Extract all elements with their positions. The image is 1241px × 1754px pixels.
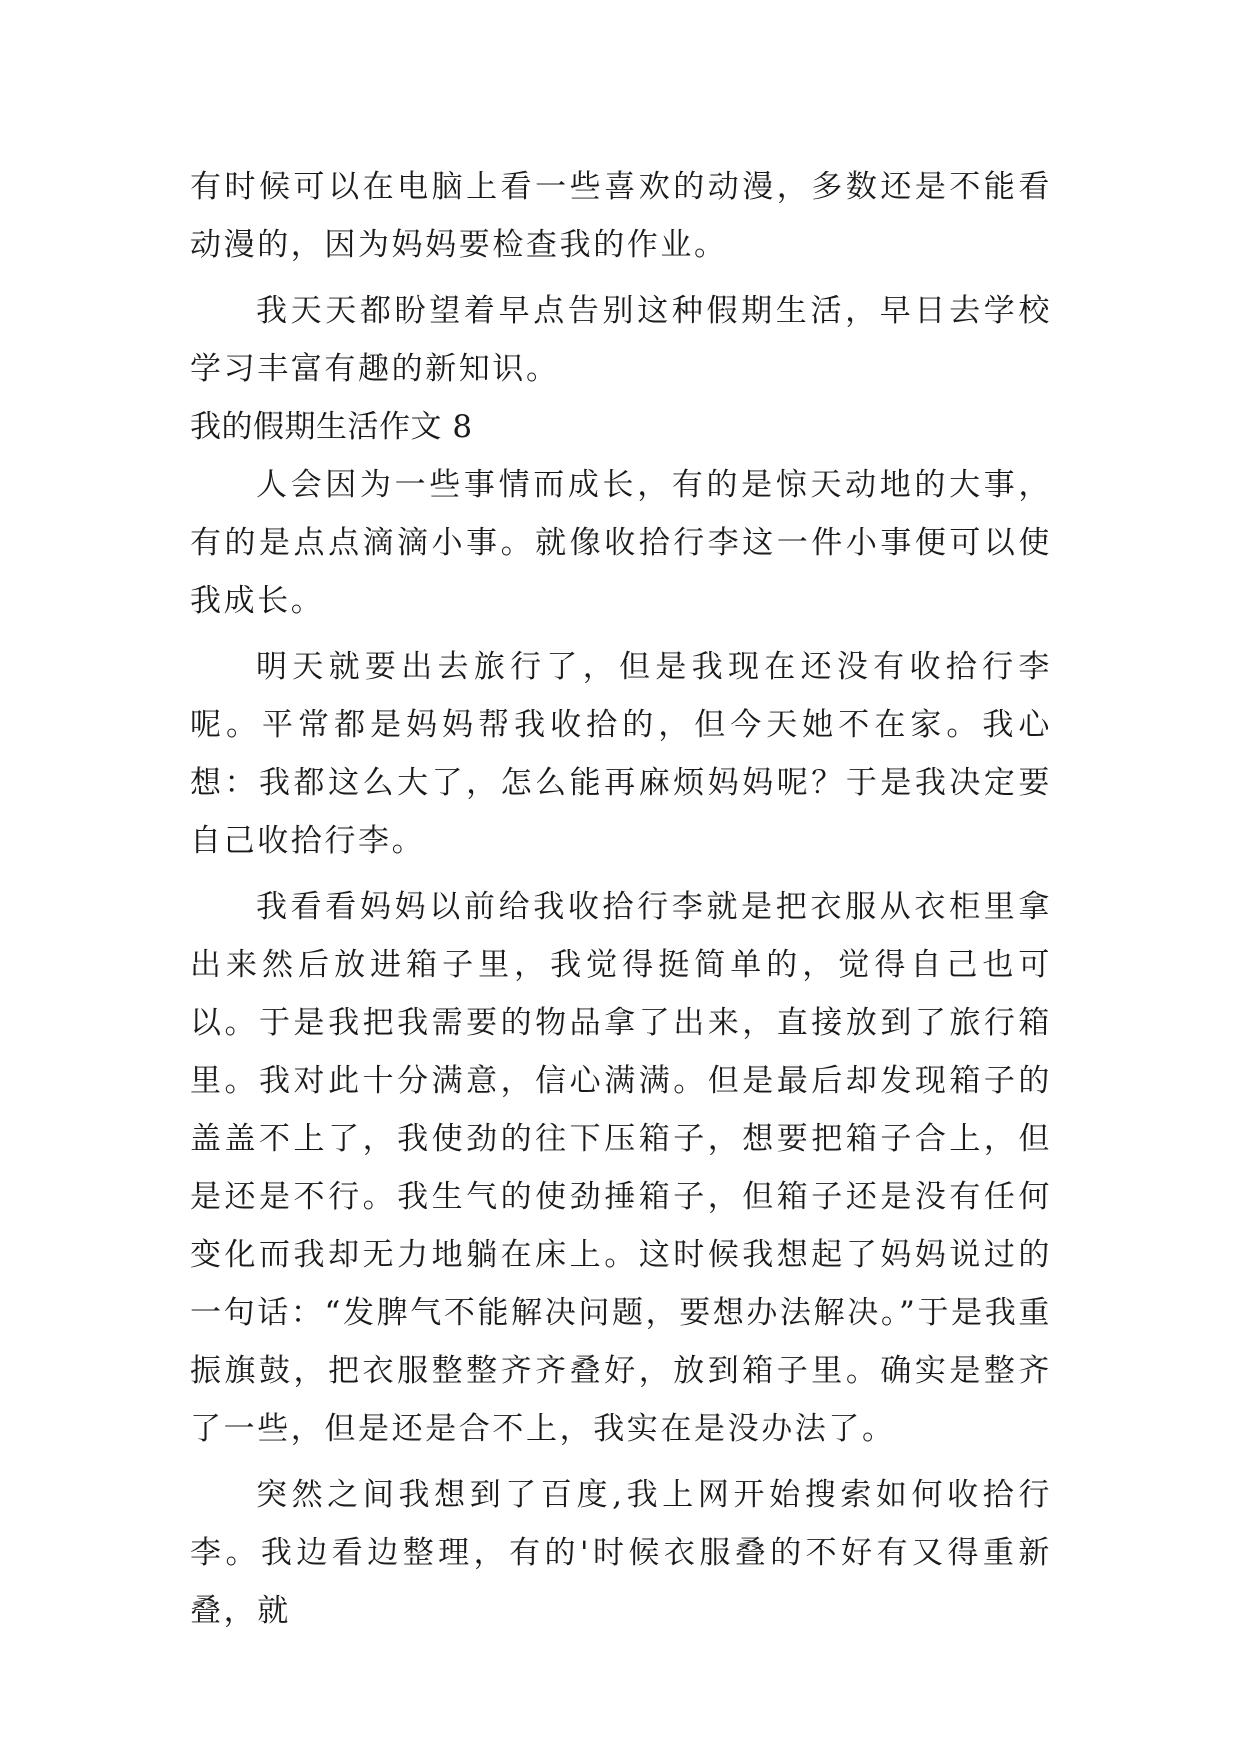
paragraph-travel: 明天就要出去旅行了，但是我现在还没有收拾行李呢。平常都是妈妈帮我收拾的，但今天她不在家。我心想：我都这么大了，怎么能再麻烦妈妈呢？于是我决定要自己收拾行李。 (190, 649, 1052, 859)
document-body (190, 158, 1052, 1640)
paragraph-continued: 有时候可以在电脑上看一些喜欢的动漫，多数还是不能看动漫的，因为妈妈要检查我的作业。 (190, 169, 1052, 263)
paragraph-search: 突然之间我想到了百度,我上网开始搜索如何收拾行李。我边看边整理，有的'时候衣服叠的不好有又得重新叠，就 (190, 1477, 1052, 1629)
essay-title: 我的假期生活作文 8 (190, 409, 473, 445)
paragraph-intro: 人会因为一些事情而成长，有的是惊天动地的大事，有的是点点滴滴小事。就像收拾行李这一件小事便可以使我成长。 (190, 467, 1052, 619)
paragraph-closing: 我天天都盼望着早点告别这种假期生活，早日去学校学习丰富有趣的新知识。 (190, 293, 1052, 387)
paragraph-packing: 我看看妈妈以前给我收拾行李就是把衣服从衣柜里拿出来然后放进箱子里，我觉得挺简单的，觉得自己也可以。于是我把我需要的物品拿了出来，直接放到了旅行箱里。我对此十分满意，信心满满。但是最后却发现箱子的盖盖不上了，我使劲的往下压箱子，想要把箱子合上，但是还是不行。我生气的使劲捶箱子，但箱子还是没有任何变化而我却无力地躺在床上。这时候我想起了妈妈说过的一句话：“发脾气不能解决问题，要想办法解决。”于是我重振旗鼓，把衣服整整齐齐叠好，放到箱子里。确实是整齐了一些，但是还是合不上，我实在是没办法了。 (190, 889, 1052, 1447)
